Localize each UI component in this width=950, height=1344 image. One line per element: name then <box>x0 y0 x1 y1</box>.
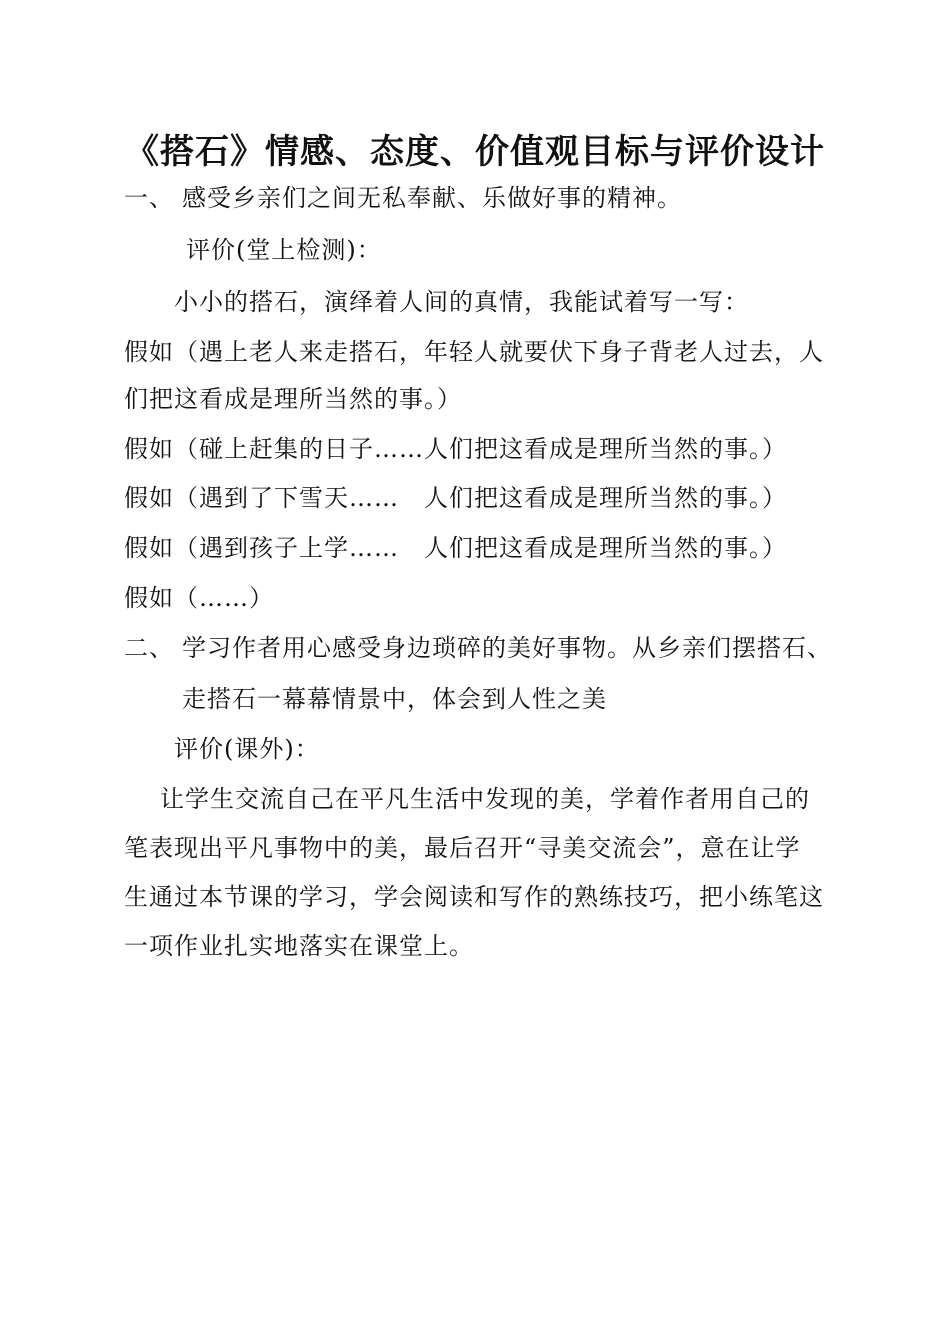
example-line: 假如（遇到了下雪天…… 人们把这看成是理所当然的事。） <box>124 484 787 512</box>
paragraph-line: 一项作业扎实地落实在课堂上。 <box>124 932 474 960</box>
paragraph-line: 让学生交流自己在平凡生活中发现的美，学着作者用自己的 <box>160 785 810 813</box>
section-2-heading <box>124 633 832 663</box>
paragraph-line: 生通过本节课的学习，学会阅读和写作的熟练技巧，把小练笔这 <box>124 883 824 911</box>
example-line: 假如（……） <box>124 584 274 612</box>
section-2-eval-label: 评价(课外)： <box>174 735 320 763</box>
section-2-heading-text: 学习作者用心感受身边琐碎的美好事物。从乡亲们摆搭石、 <box>182 634 832 662</box>
document-title: 《搭石》情感、态度、价值观目标与评价设计 <box>125 132 825 172</box>
section-1-eval-label: 评价(堂上检测)： <box>186 236 382 264</box>
example-line: 假如（遇上老人来走搭石，年轻人就要伏下身子背老人过去，人 <box>124 338 824 366</box>
section-1-heading <box>124 183 682 213</box>
section-1-number: 一、 <box>124 184 174 212</box>
section-2-heading-continued: 走搭石一幕幕情景中，体会到人性之美 <box>182 685 607 713</box>
example-line: 们把这看成是理所当然的事。） <box>124 385 462 413</box>
example-line: 假如（遇到孩子上学…… 人们把这看成是理所当然的事。） <box>124 534 787 562</box>
example-line: 假如（碰上赶集的日子……人们把这看成是理所当然的事。） <box>124 435 787 463</box>
section-1-prompt: 小小的搭石，演绎着人间的真情，我能试着写一写： <box>174 288 749 316</box>
section-2-number: 二、 <box>124 634 174 662</box>
paragraph-line: 笔表现出平凡事物中的美，最后召开“寻美交流会”，意在让学 <box>124 834 801 862</box>
section-1-heading-text: 感受乡亲们之间无私奉献、乐做好事的精神。 <box>182 184 682 212</box>
